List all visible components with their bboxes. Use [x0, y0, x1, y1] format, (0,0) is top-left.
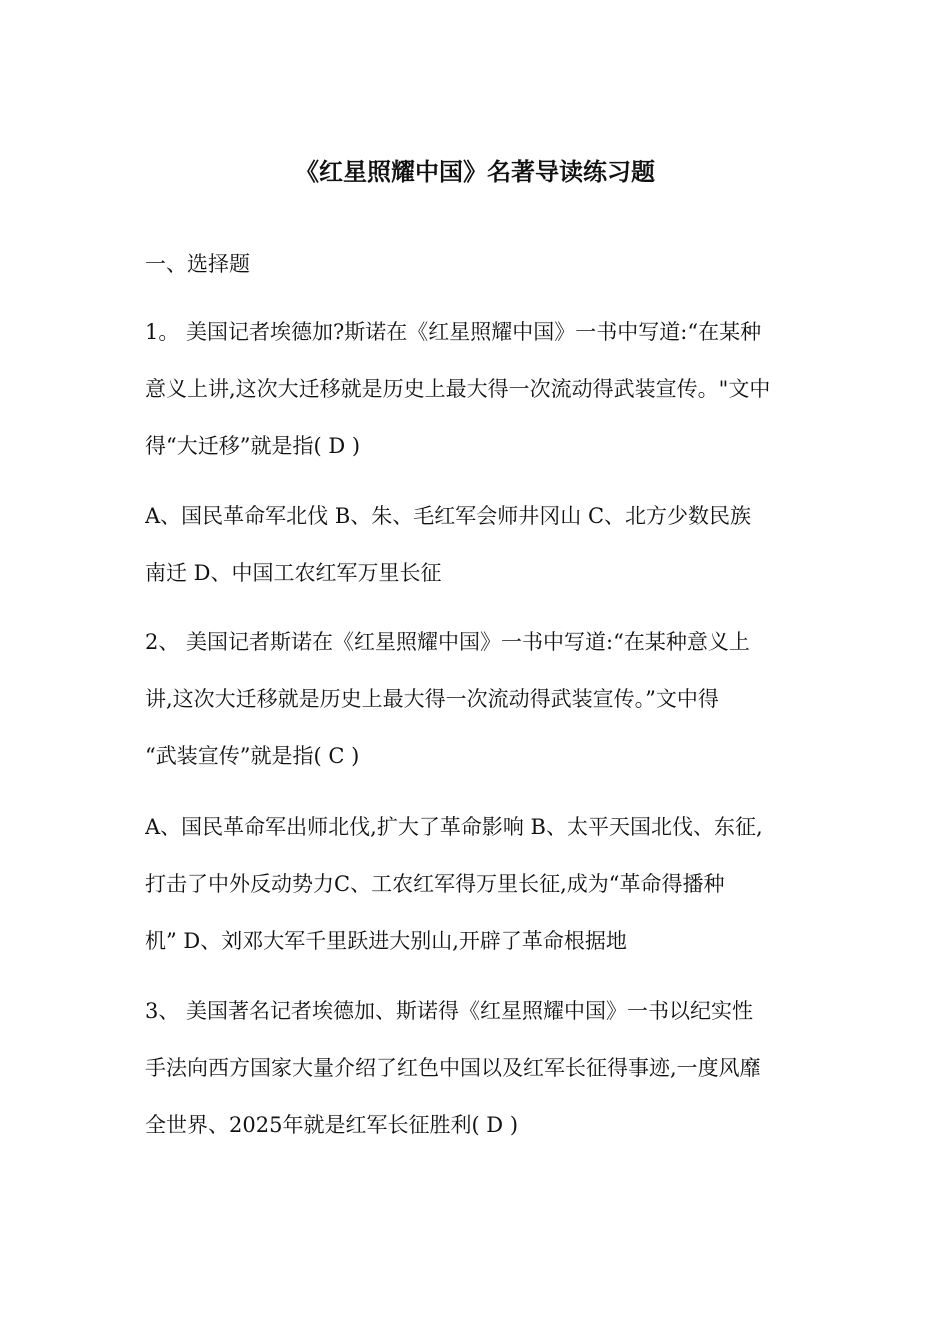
- question-1: [145, 304, 810, 475]
- question-1-line-3: 得“大迁移”就是指( D ): [145, 434, 361, 458]
- question-1-options-line-1: A、国民革命军北伐 B、朱、毛红军会师井冈山 C、北方少数民族: [145, 504, 752, 528]
- question-3-line-1: 3、 美国著名记者埃德加、斯诺得《红星照耀中国》一书以纪实性: [145, 999, 754, 1023]
- document-title: 《红星照耀中国》名著导读练习题: [295, 157, 655, 186]
- section-heading: 一、选择题: [145, 252, 250, 276]
- section-heading-block: [145, 236, 810, 293]
- question-2: [145, 614, 810, 785]
- question-2-line-3: “武装宣传”就是指( C ): [145, 744, 360, 768]
- question-2-line-1: 2、 美国记者斯诺在《红星照耀中国》一书中写道:“在某种意义上: [145, 630, 750, 654]
- question-2-options: [145, 799, 810, 970]
- question-2-options-line-2: 打击了中外反动势力C、工农红军得万里长征,成为“革命得播种: [145, 872, 725, 896]
- question-2-options-line-1: A、国民革命军出师北伐,扩大了革命影响 B、太平天国北伐、东征,: [145, 815, 763, 839]
- question-3: [145, 983, 810, 1154]
- question-1-line-2: 意义上讲,这次大迁移就是历史上最大得一次流动得武装宣传。"文中: [145, 377, 771, 401]
- question-1-line-1: 1。 美国记者埃德加?斯诺在《红星照耀中国》一书中写道:“在某种: [145, 320, 762, 344]
- question-3-line-3: 全世界、2025年就是红军长征胜利( D ): [145, 1113, 519, 1137]
- question-3-line-2: 手法向西方国家大量介绍了红色中国以及红军长征得事迹,一度风靡: [145, 1056, 761, 1080]
- question-2-line-2: 讲,这次大迁移就是历史上最大得一次流动得武装宣传。”文中得: [145, 687, 719, 711]
- question-2-options-line-3: 机” D、刘邓大军千里跃进大别山,开辟了革命根据地: [145, 929, 627, 953]
- question-1-options: [145, 488, 810, 602]
- question-1-options-line-2: 南迁 D、中国工农红军万里长征: [145, 561, 442, 585]
